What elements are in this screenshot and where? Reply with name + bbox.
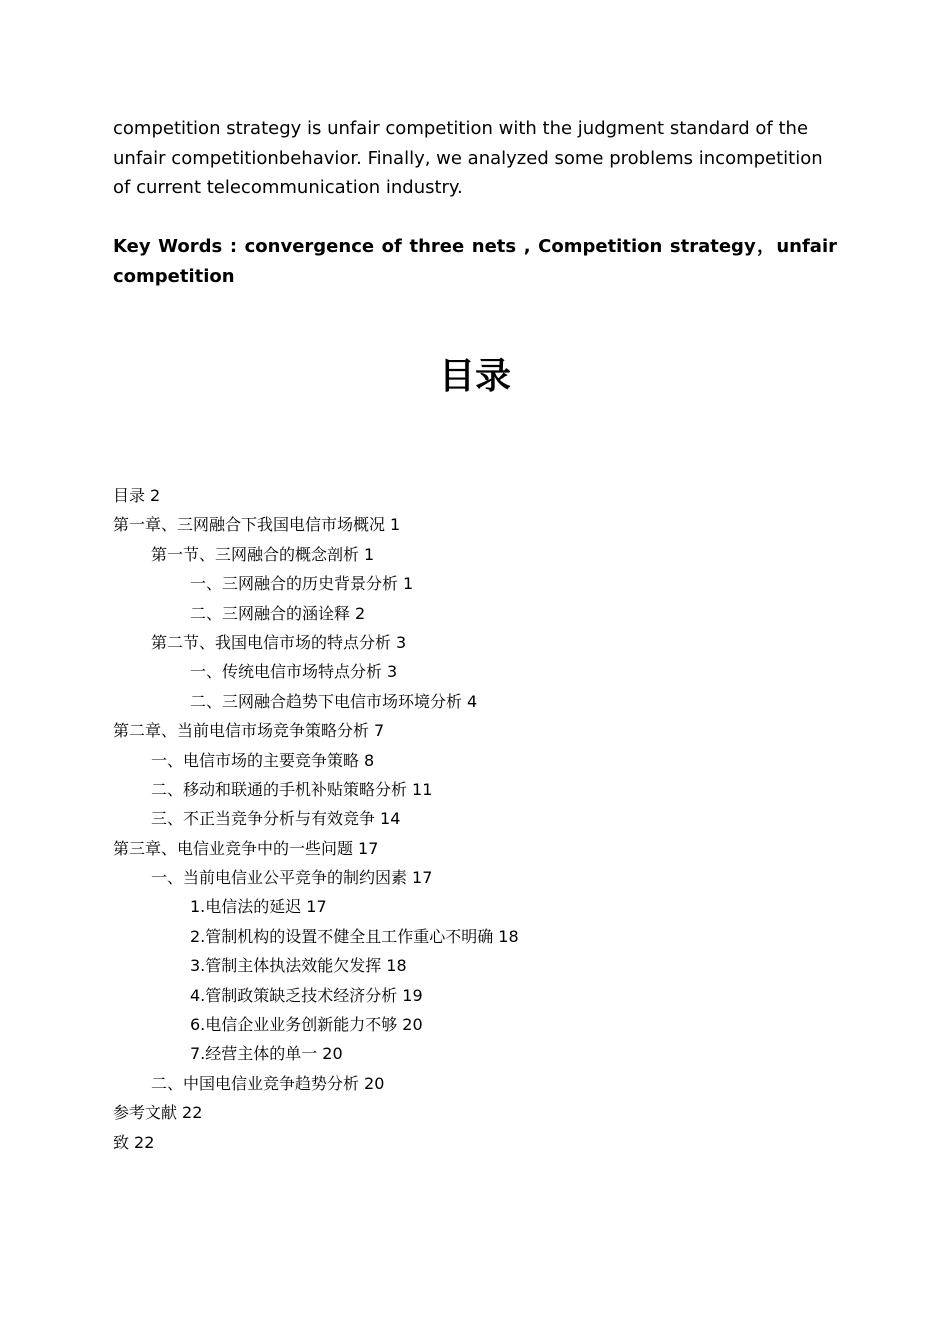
toc-title: 目录 [438,355,511,397]
abstract-paragraph: competition strategy is unfair competition with the judgment standard of the unfair competitionbehavior. Finally, we analyzed some problems incompetition of current telecommunication industry. [113,118,823,198]
toc-entry[interactable] [113,687,837,716]
toc-entry-page-number: 3 [396,632,407,652]
toc-entry[interactable] [113,922,837,951]
toc-entry-page-number: 3 [387,662,398,682]
keywords-line: Key Words : convergence of three nets , Competition strategy，unfair competition [113,236,837,287]
toc-entry-label: 一、电信市场的主要竞争策略 [151,750,360,770]
toc-entry[interactable] [113,746,837,775]
toc-entry-page-number: 18 [386,956,407,976]
toc-entry-page-number: 4 [467,691,478,711]
toc-entry[interactable] [113,834,837,863]
toc-entry-page-number: 2 [355,603,366,623]
toc-entry[interactable] [113,481,837,510]
toc-entry[interactable] [113,1039,837,1068]
toc-entry[interactable] [113,716,837,745]
toc-entry-page-number: 11 [412,779,433,799]
toc-entry-page-number: 20 [364,1073,385,1093]
toc-entry-label: 参考文献 [113,1103,178,1123]
toc-entry-label: 7.经营主体的单一 [190,1044,318,1064]
toc-entry[interactable] [113,1010,837,1039]
toc-entry-page-number: 17 [358,838,379,858]
toc-entry[interactable] [113,1069,837,1098]
toc-entry-label: 一、当前电信业公平竞争的制约因素 [151,868,408,888]
toc-entry[interactable] [113,510,837,539]
toc-entry-label: 2.管制机构的设置不健全且工作重心不明确 [190,926,494,946]
toc-entry-label: 致 [113,1132,130,1152]
toc-entry[interactable] [113,1098,837,1127]
toc-entry-label: 目录 [113,486,146,505]
toc-entry-page-number: 8 [364,750,375,770]
toc-entry-label: 二、中国电信业竞争趋势分析 [151,1073,360,1093]
toc-entry-label: 一、三网融合的历史背景分析 [190,574,399,594]
toc-entry-page-number: 1 [390,515,401,535]
toc-entry[interactable] [113,951,837,980]
toc-entry-page-number: 22 [182,1103,203,1123]
toc-entry-label: 二、三网融合的涵诠释 [190,603,351,623]
table-of-contents [113,481,837,1157]
toc-entry-label: 三、不正当竞争分析与有效竞争 [151,809,376,829]
toc-entry-label: 3.管制主体执法效能欠发挥 [190,956,382,976]
toc-entry[interactable] [113,775,837,804]
toc-entry-page-number: 20 [322,1044,343,1064]
toc-entry[interactable] [113,804,837,833]
toc-entry-page-number: 2 [150,486,161,505]
toc-entry-label: 第三章、电信业竞争中的一些问题 [113,838,354,858]
toc-entry-page-number: 7 [374,721,385,741]
toc-entry-label: 6.电信企业业务创新能力不够 [190,1015,398,1035]
toc-entry[interactable] [113,892,837,921]
toc-entry[interactable] [113,1128,837,1157]
toc-entry-label: 1.电信法的延迟 [190,897,302,917]
toc-entry[interactable] [113,981,837,1010]
toc-entry-page-number: 22 [134,1132,155,1152]
toc-entry[interactable] [113,657,837,686]
toc-entry-page-number: 18 [498,926,519,946]
toc-entry-label: 第二章、当前电信市场竞争策略分析 [113,721,370,741]
toc-entry-page-number: 19 [402,985,423,1005]
toc-entry-page-number: 1 [364,544,375,564]
toc-entry-label: 二、移动和联通的手机补贴策略分析 [151,779,408,799]
toc-entry-label: 第二节、我国电信市场的特点分析 [151,632,392,652]
toc-entry[interactable] [113,569,837,598]
toc-entry-label: 第一章、三网融合下我国电信市场概况 [113,515,386,535]
toc-entry-label: 二、三网融合趋势下电信市场环境分析 [190,691,463,711]
toc-entry-label: 一、传统电信市场特点分析 [190,662,383,682]
toc-entry-label: 第一节、三网融合的概念剖析 [151,544,360,564]
toc-entry-page-number: 17 [412,868,433,888]
toc-entry[interactable] [113,863,837,892]
toc-entry-page-number: 17 [306,897,327,917]
toc-entry-page-number: 20 [402,1015,423,1035]
toc-entry[interactable] [113,599,837,628]
toc-entry[interactable] [113,628,837,657]
toc-entry-page-number: 14 [380,809,401,829]
toc-entry-label: 4.管制政策缺乏技术经济分析 [190,985,398,1005]
toc-entry-page-number: 1 [403,574,414,594]
toc-entry[interactable] [113,540,837,569]
